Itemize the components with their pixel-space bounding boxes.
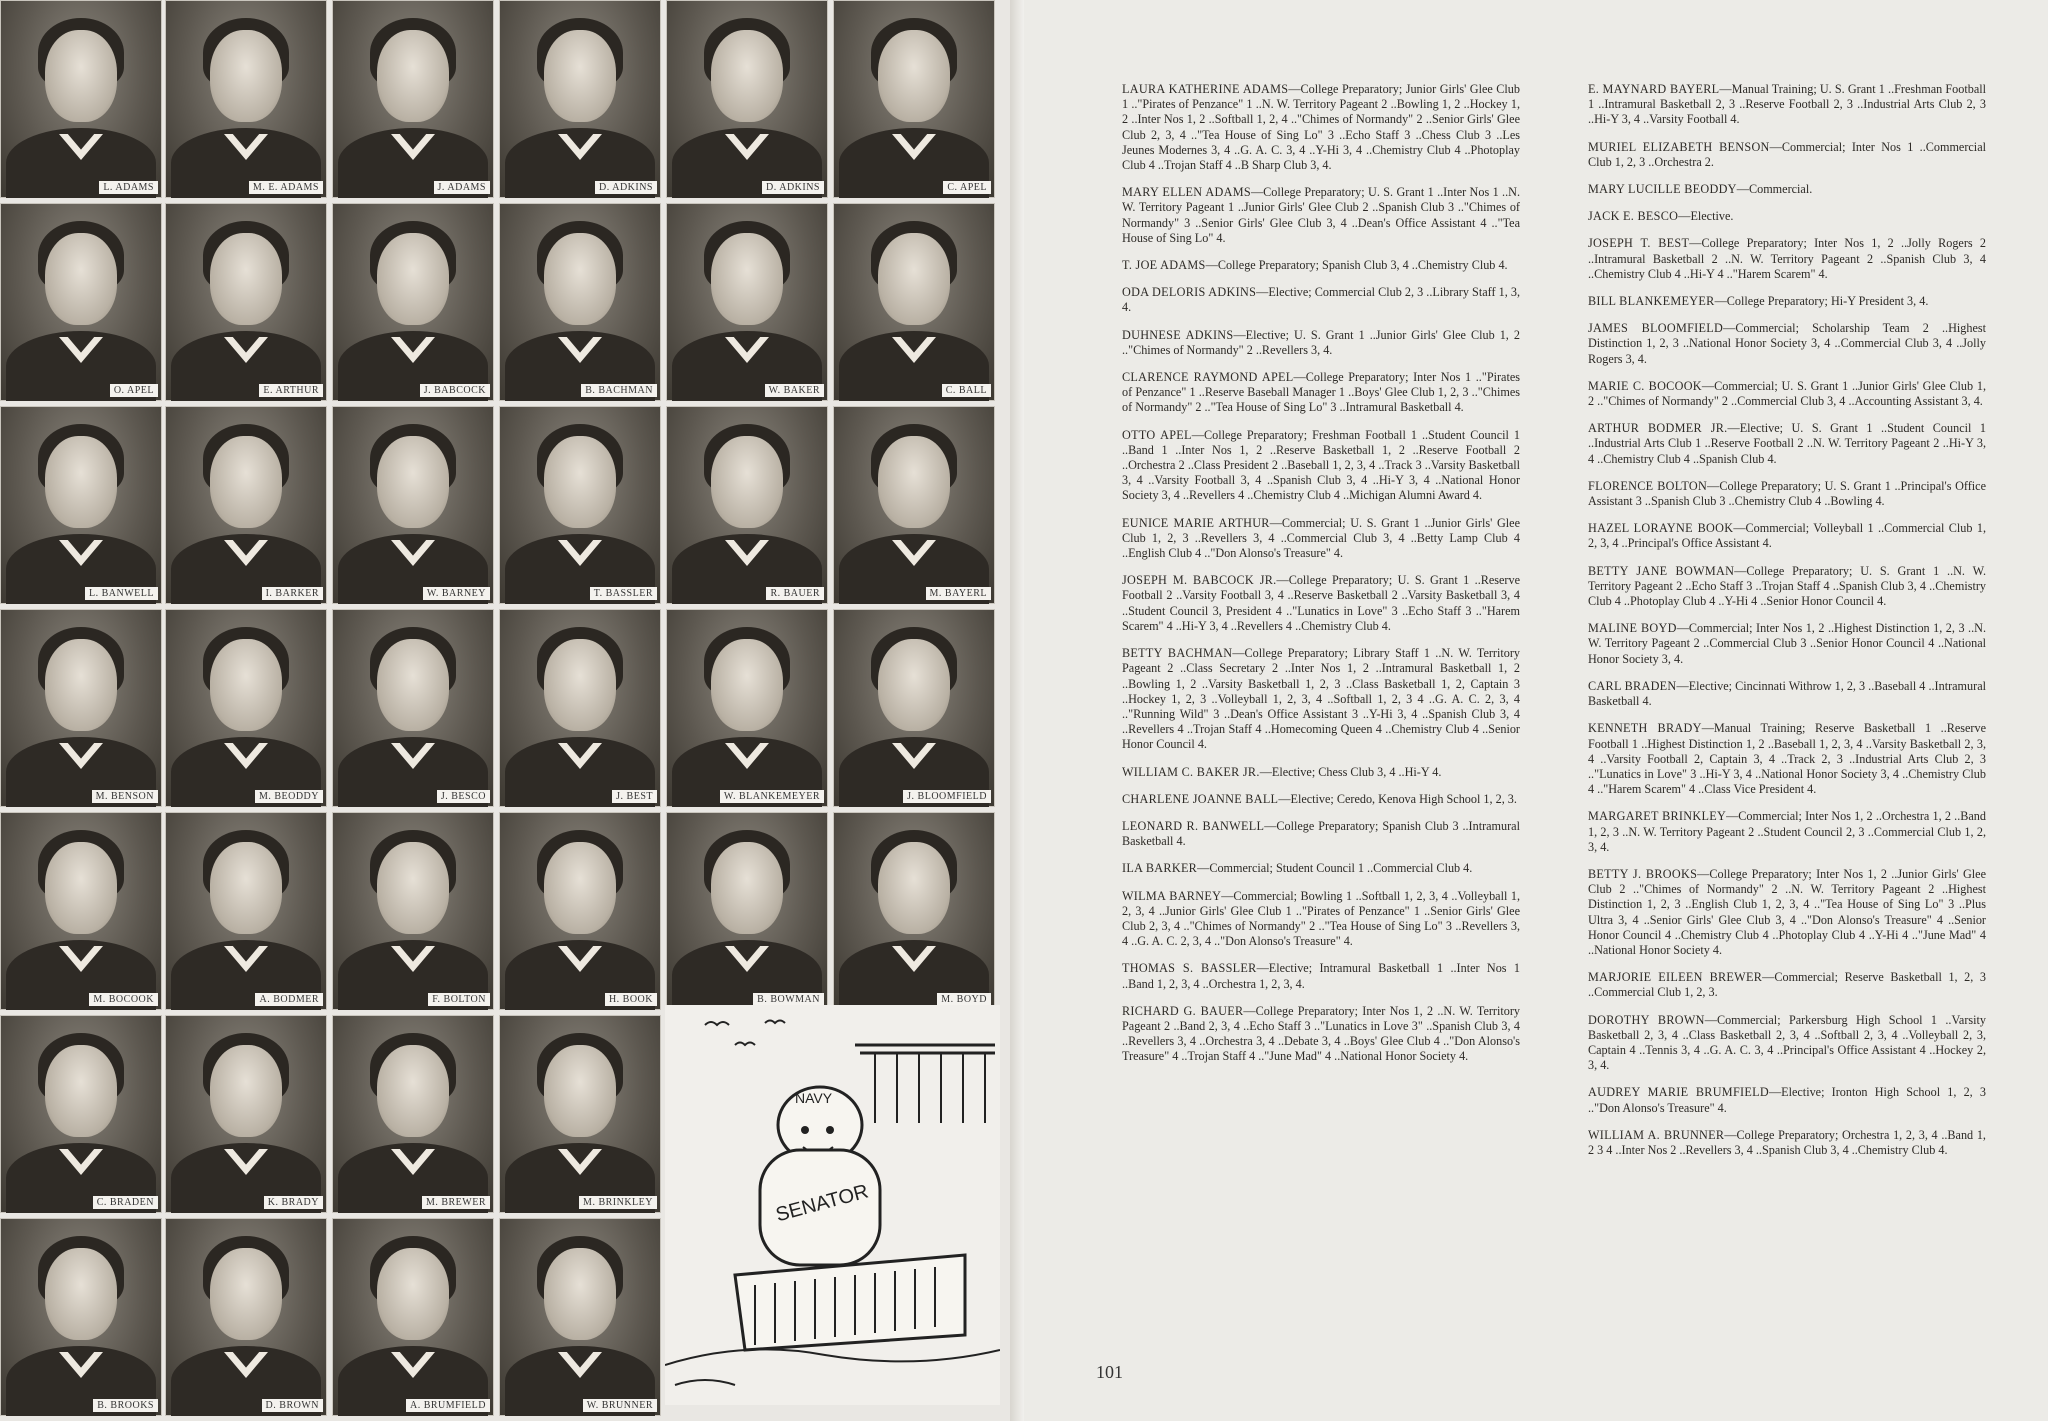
portrait-caption: J. BLOOMFIELD: [903, 790, 991, 803]
portrait-caption: C. BALL: [942, 384, 991, 397]
portrait-face: [377, 842, 449, 934]
student-portrait: [666, 203, 828, 401]
biography-entry: [1588, 1128, 1986, 1158]
student-activities: —Commercial; U. S. Grant 1 ..Junior Girls' Glee Club 1, 2, 3 ..Revellers 3, 4 ..Commercial Club 3, 4 ..Betty Lamp Club 4 ..English Club 4 .."Don Alonso's Treasure" 4.: [1122, 515, 1520, 561]
biography-entry: [1588, 809, 1986, 855]
student-name: ODA DELORIS ADKINS: [1122, 285, 1257, 300]
portrait-face: [544, 233, 616, 325]
biography-entry: [1588, 379, 1986, 409]
student-name: MALINE BOYD: [1588, 621, 1677, 636]
biography-entry: [1122, 258, 1520, 273]
portrait-face: [544, 1248, 616, 1340]
biography-entry: [1588, 82, 1986, 128]
portrait-caption: M. BOCOOK: [89, 993, 158, 1006]
student-activities: —Commercial.: [1736, 182, 1813, 197]
student-portrait: [165, 0, 327, 198]
student-portrait: [332, 1015, 494, 1213]
biography-entry: [1588, 621, 1986, 667]
portrait-caption: H. BOOK: [605, 993, 657, 1006]
student-name: DUHNESE ADKINS: [1122, 327, 1234, 342]
student-activities: —Commercial; Inter Nos 1 ..Commercial Club 1, 2, 3 ..Orchestra 2.: [1588, 139, 1986, 169]
portrait-caption: K. BRADY: [264, 1196, 323, 1209]
portrait-face: [210, 30, 282, 122]
student-activities: —College Preparatory; U. S. Grant 1 ..Inter Nos 1 ..N. W. Territory Pageant 1 ..Junior Girls' Glee Club 2 ..Spanish Club 3 .."Chimes of Normandy" 3 ..Senior Girls' Glee Club 3, 4 ..Dean's Office Assistant 4 .."Tea House of Sing Lo" 4.: [1122, 185, 1520, 245]
student-portrait: [0, 812, 162, 1010]
student-activities: —Commercial; Inter Nos 1, 2 ..Highest Distinction 1, 2, 3 ..N. W. Territory Pageant 2 ..Commercial Club 3 ..Senior Honor Council 4 ..National Honor Society 3, 4.: [1588, 621, 1986, 666]
biography-column-left: [1122, 82, 1520, 1077]
student-portrait: [332, 203, 494, 401]
student-portrait: [165, 812, 327, 1010]
student-name: MARJORIE EILEEN BREWER: [1588, 970, 1763, 985]
student-activities: —Manual Training; U. S. Grant 1 ..Freshman Football 1 ..Intramural Basketball 2, 3 ..Reserve Football 2, 3 ..Industrial Arts Club 2, 3 ..Hi-Y 3, 4 ..Varsity Football 4.: [1588, 82, 1987, 127]
student-name: LEONARD R. BANWELL: [1122, 818, 1265, 833]
portrait-face: [377, 639, 449, 731]
student-portrait: [666, 812, 828, 1010]
student-name: JACK E. BESCO: [1588, 209, 1679, 224]
body-text: SENATOR: [773, 1180, 871, 1227]
student-name: E. MAYNARD BAYERL: [1588, 82, 1720, 96]
student-name: JOSEPH T. BEST: [1588, 236, 1690, 251]
student-name: EUNICE MARIE ARTHUR: [1122, 515, 1270, 530]
student-activities: —Elective; U. S. Grant 1 ..Student Council 1 ..Industrial Arts Club 1 ..Reserve Football 2 ..N. W. Territory Pageant 2 ..Hi-Y 3, 4 ..Chemistry Club 4 ..Spanish Club 4.: [1588, 421, 1986, 466]
student-activities: —College Preparatory; Inter Nos 1, 2 ..Jolly Rogers 2 ..Intramural Basketball 2 ..N. W. Territory Pageant 2 ..Spanish Club 3, 4 ..Chemistry Club 4 ..Hi-Y 4 .."Harem Scarem" 4.: [1588, 236, 1986, 281]
portrait-face: [878, 233, 950, 325]
student-activities: —Elective; Commercial Club 2, 3 ..Library Staff 1, 3, 4.: [1122, 285, 1520, 315]
biography-entry: [1122, 792, 1520, 807]
student-activities: —Elective; U. S. Grant 1 ..Junior Girls' Glee Club 1, 2 .."Chimes of Normandy" 2 ..Revellers 3, 4.: [1122, 327, 1520, 357]
student-name: T. JOE ADAMS: [1122, 258, 1206, 273]
student-name: CARL BRADEN: [1588, 678, 1677, 693]
student-name: FLORENCE BOLTON: [1588, 478, 1708, 493]
student-activities: —Commercial; Volleyball 1 ..Commercial Club 1, 2, 3, 4 ..Principal's Office Assistant 4.: [1588, 521, 1986, 551]
student-activities: —College Preparatory; Orchestra 1, 2, 3, 4 ..Band 1, 2 3 4 ..Inter Nos 2 ..Revellers 3, 4 ..Spanish Club 3, 4 ..Chemistry Club 4.: [1588, 1127, 1986, 1157]
portrait-face: [711, 842, 783, 934]
portrait-face: [45, 1045, 117, 1137]
portrait-caption: T. BASSLER: [590, 587, 657, 600]
portrait-caption: M. BRINKLEY: [579, 1196, 657, 1209]
portrait-face: [210, 1045, 282, 1137]
student-portrait: [0, 406, 162, 604]
portrait-caption: R. BAUER: [766, 587, 824, 600]
portrait-caption: M. E. ADAMS: [249, 181, 323, 194]
portrait-caption: I. BARKER: [262, 587, 323, 600]
student-portrait: [0, 203, 162, 401]
student-activities: —Elective; Chess Club 3, 4 ..Hi-Y 4.: [1259, 764, 1442, 779]
student-activities: —Elective; Ironton High School 1, 2, 3 .."Don Alonso's Treasure" 4.: [1588, 1085, 1986, 1115]
portrait-caption: D. ADKINS: [595, 181, 657, 194]
student-portrait: [666, 0, 828, 198]
biography-entry: [1588, 209, 1986, 224]
portrait-face: [45, 639, 117, 731]
student-name: MARGARET BRINKLEY: [1588, 809, 1727, 824]
portrait-face: [878, 436, 950, 528]
portrait-face: [377, 30, 449, 122]
student-activities: —Commercial; Bowling 1 ..Softball 1, 2, 3, 4 ..Volleyball 1, 2, 3, 4 ..Junior Girls' Glee Club 1 .."Pirates of Penzance" 1 ..Senior Girls' Glee Club 2, 3, 4 .."Chimes of Normandy" 2 .."Tea House of Sing Lo" 3 ..Revellers 3, 4 ..G. A. C. 2, 3, 4 .."Don Alonso's Treasure" 4.: [1122, 888, 1521, 949]
biography-entry: [1588, 1013, 1986, 1074]
student-name: BETTY BACHMAN: [1122, 646, 1233, 661]
student-portrait: [499, 406, 661, 604]
student-activities: —Commercial; Reserve Basketball 1, 2, 3 ..Commercial Club 1, 2, 3.: [1588, 970, 1987, 1000]
student-portrait: [833, 406, 995, 604]
biography-entry: [1588, 236, 1986, 282]
portrait-face: [878, 639, 950, 731]
student-name: MARIE C. BOCOOK: [1588, 378, 1702, 393]
portrait-caption: J. BESCO: [437, 790, 490, 803]
portrait-caption: M. BEODDY: [255, 790, 323, 803]
portrait-face: [711, 30, 783, 122]
student-activities: —College Preparatory; Spanish Club 3 ..Intramural Basketball 4.: [1122, 818, 1520, 849]
student-portrait: [332, 812, 494, 1010]
biography-entry: [1588, 421, 1986, 467]
biography-entry: [1588, 1085, 1986, 1115]
student-name: MARY LUCILLE BEODDY: [1588, 182, 1737, 197]
portrait-face: [878, 842, 950, 934]
portrait-caption: L. BANWELL: [85, 587, 158, 600]
portrait-face: [210, 436, 282, 528]
student-portrait: [0, 0, 162, 198]
biography-entry: [1588, 140, 1986, 170]
portrait-caption: M. BOYD: [937, 993, 991, 1006]
student-name: JAMES BLOOMFIELD: [1588, 321, 1724, 336]
portrait-caption: B. BACHMAN: [581, 384, 657, 397]
student-name: DOROTHY BROWN: [1588, 1012, 1705, 1027]
portrait-face: [210, 639, 282, 731]
portrait-face: [544, 842, 616, 934]
portrait-face: [544, 1045, 616, 1137]
student-name: AUDREY MARIE BRUMFIELD: [1588, 1085, 1769, 1100]
portrait-caption: W. BARNEY: [423, 587, 490, 600]
portrait-caption: C. APEL: [943, 181, 991, 194]
student-portrait: [0, 1218, 162, 1416]
student-name: WILMA BARNEY: [1122, 888, 1222, 903]
student-name: RICHARD G. BAUER: [1122, 1003, 1244, 1018]
student-activities: —Manual Training; Reserve Basketball 1 ..Reserve Football 1 ..Highest Distinction 1, 2 ..Baseball 1, 2, 3, 4 ..Varsity Basketball 2, 3, 4 ..Varsity Football 2, Captain 3, 4 ..Track 2, 3 ..Industrial Arts Club 2, 3 .."Lunatics in Love" 3 ..Hi-Y 3, 4 ..National Honor Society 3, 4 ..Chemistry Club 4 .."Harem Scarem" 4 ..Class Vice President 4.: [1588, 721, 1986, 797]
student-portrait: [332, 1218, 494, 1416]
biography-entry: [1588, 867, 1986, 958]
portrait-caption: B. BROOKS: [93, 1399, 158, 1412]
biography-entry: [1122, 285, 1520, 315]
portrait-caption: J. ADAMS: [434, 181, 490, 194]
biography-entry: [1588, 182, 1986, 197]
student-portrait: [332, 0, 494, 198]
cartoon-drawing: [665, 1005, 1000, 1405]
student-portrait: [666, 406, 828, 604]
student-name: WILLIAM C. BAKER JR.: [1122, 764, 1260, 779]
portrait-face: [711, 233, 783, 325]
student-activities: —Commercial; Student Council 1 ..Commercial Club 4.: [1197, 861, 1473, 876]
student-activities: —College Preparatory; U. S. Grant 1 ..N. W. Territory Pageant 2 ..Echo Staff 3 ..Trojan Staff 4 ..Spanish Club 3, 4 ..Chemistry Club 4 ..Photoplay Club 4 ..Y-Hi 4 ..Senior Honor Council 4.: [1588, 563, 1987, 609]
student-portrait: [0, 1015, 162, 1213]
biography-entry: [1122, 861, 1520, 876]
student-portrait: [499, 1218, 661, 1416]
portrait-caption: W. BAKER: [765, 384, 824, 397]
page-number: 101: [1096, 1362, 1123, 1382]
biography-column-right: [1588, 82, 1986, 1170]
portrait-caption: D. ADKINS: [762, 181, 824, 194]
biography-entry: [1122, 328, 1520, 358]
student-name: BETTY JANE BOWMAN: [1588, 563, 1735, 578]
student-portrait: [165, 609, 327, 807]
student-portrait: [833, 609, 995, 807]
portrait-face: [45, 842, 117, 934]
portrait-face: [711, 639, 783, 731]
portrait-face: [377, 233, 449, 325]
student-portrait: [165, 406, 327, 604]
student-portrait: [332, 406, 494, 604]
biography-entry: [1122, 961, 1520, 991]
student-portrait: [0, 609, 162, 807]
student-portrait: [833, 812, 995, 1010]
portrait-face: [377, 436, 449, 528]
biography-entry: [1588, 721, 1986, 797]
student-portrait: [499, 1015, 661, 1213]
student-portrait: [499, 203, 661, 401]
biography-entry: [1122, 646, 1520, 752]
portrait-face: [210, 842, 282, 934]
student-activities: —College Preparatory; Library Staff 1 ..N. W. Territory Pageant 2 ..Class Secretary 2 ..Inter Nos 1, 2 ..Intramural Basketball 1, 2 ..Bowling 1, 2 ..Varsity Basketball 1, 2, 3 ..Class Basketball 1, 2, Captain 3 ..Hockey 1, 2, 3 ..Volleyball 1, 2, 3, 4 ..Softball 1, 2, 3 4 ..G. A. C. 2, 3, 4 .."Running Wild" 3 ..Dean's Office Assistant 3 ..Y-Hi 3, 4 ..Spanish Club 3, 4 ..Revellers 4 ..Trojan Staff 4 ..Homecoming Queen 4 ..Chemistry Club 4 ..Senior Honor Council 4.: [1122, 646, 1520, 752]
biography-entry: [1122, 573, 1520, 634]
biography-entry: [1588, 521, 1986, 551]
student-portrait: [165, 203, 327, 401]
biography-entry: [1588, 564, 1986, 610]
portrait-caption: J. BEST: [612, 790, 657, 803]
senator-cartoon: [665, 1005, 1000, 1405]
portrait-caption: A. BRUMFIELD: [406, 1399, 490, 1412]
portrait-face: [544, 639, 616, 731]
portrait-caption: E. ARTHUR: [259, 384, 323, 397]
portrait-face: [210, 233, 282, 325]
portrait-face: [878, 30, 950, 122]
student-portrait: [165, 1218, 327, 1416]
student-activities: —College Preparatory; Inter Nos 1, 2 ..Junior Girls' Glee Club 2 .."Chimes of Normandy" 2 ..N. W. Territory Pageant 2 ..Highest Distinction 1, 2, 3 ..English Club 1, 2, 3, 4 .."Tea House of Sing Lo" 3 ..Plus Ultra 3, 4 ..Senior Girls' Glee Club 3, 4 .."Don Alonso's Treasure" 4 ..Senior Honor Council 4 ..Chemistry Club 4 ..Photoplay Club 4 ..Y-Hi 4 .."June Mad" 4 ..National Honor Society 4.: [1588, 866, 1986, 957]
student-portrait: [332, 609, 494, 807]
student-name: LAURA KATHERINE ADAMS: [1122, 82, 1289, 96]
portrait-caption: W. BRUNNER: [583, 1399, 657, 1412]
biography-entry: [1588, 970, 1986, 1000]
biography-entry: [1122, 185, 1520, 246]
student-name: BILL BLANKEMEYER: [1588, 294, 1715, 309]
biography-entry: [1122, 428, 1520, 504]
portrait-caption: A. BODMER: [255, 993, 323, 1006]
student-name: JOSEPH M. BABCOCK JR.: [1122, 573, 1277, 588]
student-name: MURIEL ELIZABETH BENSON: [1588, 139, 1770, 154]
biography-entry: [1122, 765, 1520, 780]
portrait-caption: C. BRADEN: [93, 1196, 158, 1209]
portrait-face: [210, 1248, 282, 1340]
biography-entry: [1122, 1004, 1520, 1065]
portrait-caption: J. BABCOCK: [420, 384, 490, 397]
student-name: ARTHUR BODMER JR.: [1588, 421, 1728, 436]
student-portrait: [499, 609, 661, 807]
hat-text: NAVY: [795, 1090, 833, 1106]
portrait-face: [45, 436, 117, 528]
portrait-face: [377, 1248, 449, 1340]
biography-entry: [1588, 679, 1986, 709]
student-activities: —Commercial; U. S. Grant 1 ..Junior Girls' Glee Club 1, 2 .."Chimes of Normandy" 2 ..Commercial Club 3, 4 ..Accounting Assistant 3, 4.: [1588, 378, 1986, 409]
biography-entry: [1122, 516, 1520, 562]
portrait-caption: L. ADAMS: [99, 181, 158, 194]
portrait-caption: M. BREWER: [422, 1196, 490, 1209]
portrait-face: [45, 233, 117, 325]
student-activities: —College Preparatory; Inter Nos 1, 2 ..N. W. Territory Pageant 2 ..Band 2, 3, 4 ..Echo Staff 3 .."Lunatics in Love 3" ..Spanish Club 3, 4 ..Revellers 3, 4 ..Orchestra 3, 4 ..Debate 3, 4 ..Boys' Glee Club 4 .."Don Alonso's Treasure" 4 ..Trojan Staff 4 .."June Mad" 4 ..National Honor Society 4.: [1122, 1003, 1520, 1064]
portrait-face: [544, 30, 616, 122]
student-activities: —Elective; Cincinnati Withrow 1, 2, 3 ..Baseball 4 ..Intramural Basketball 4.: [1588, 678, 1986, 709]
student-activities: —Elective; Ceredo, Kenova High School 1, 2, 3.: [1278, 791, 1517, 806]
student-name: CLARENCE RAYMOND APEL: [1122, 370, 1294, 385]
student-name: WILLIAM A. BRUNNER: [1588, 1127, 1725, 1142]
student-activities: —Elective.: [1678, 209, 1734, 224]
student-activities: —College Preparatory; Spanish Club 3, 4 ..Chemistry Club 4.: [1205, 258, 1508, 273]
student-activities: —College Preparatory; Inter Nos 1 .."Pirates of Penzance" 1 ..Reserve Baseball Manager 1 ..Boys' Glee Club 1, 2, 3 .."Chimes of Normandy" 2 .."Tea House of Sing Lo" 3 ..Intramural Basketball 4.: [1122, 370, 1520, 415]
portrait-caption: O. APEL: [110, 384, 158, 397]
portrait-face: [711, 436, 783, 528]
student-portrait: [499, 0, 661, 198]
student-activities: —College Preparatory; Freshman Football 1 ..Student Council 1 ..Band 1 ..Inter Nos 1, 2 ..Reserve Basketball 1, 2 ..Reserve Football 2 ..Orchestra 2 ..Class President 2 ..Baseball 1, 2, 3, 4 ..Track 3 ..Varsity Basketball 3, 4 ..Varsity Football 3, 4 ..Spanish Club 3, 4 ..Hi-Y 3, 4 ..National Honor Society 3, 4 ..Revellers 4 ..Chemistry Club 4 ..Michigan Alumni Award 4.: [1122, 427, 1520, 503]
student-name: CHARLENE JOANNE BALL: [1122, 791, 1279, 806]
student-activities: —Commercial; Scholarship Team 2 ..Highest Distinction 1, 2, 3 ..National Honor Society 3, 4 ..Commercial Club 3, 4 ..Jolly Rogers 3, 4.: [1588, 321, 1986, 366]
student-portrait: [666, 609, 828, 807]
student-activities: —College Preparatory; Junior Girls' Glee Club 1 .."Pirates of Penzance" 1 ..N. W. Territory Pageant 2 ..Bowling 1, 2 ..Hockey 1, 2 ..Inter Nos 1, 2 ..Softball 1, 2, 4 .."Chimes of Normandy" 2 ..Senior Girls' Glee Club 2, 3, 4 .."Tea House of Sing Lo" 3 ..Echo Staff 3 ..Chess Club 3 ..Les Jeunes Modernes 3, 4 ..G. A. C. 3, 4 ..Y-Hi 3, 4 ..Chemistry Club 4 ..Photoplay Club 4 ..Trojan Staff 4 ..B Sharp Club 3, 4.: [1122, 82, 1520, 173]
portrait-face: [45, 1248, 117, 1340]
biography-entry: [1588, 321, 1986, 367]
student-portrait: [499, 812, 661, 1010]
biography-entry: [1588, 479, 1986, 509]
student-name: HAZEL LORAYNE BOOK: [1588, 521, 1734, 536]
portrait-caption: M. BAYERL: [926, 587, 991, 600]
student-activities: —Commercial; Inter Nos 1, 2 ..Orchestra 1, 2 ..Band 1, 2, 3 ..N. W. Territory Pageant 2 ..Student Council 2, 3 ..Commercial Club 1, 2, 3, 4.: [1588, 809, 1986, 854]
biography-entry: [1588, 294, 1986, 309]
student-name: KENNETH BRADY: [1588, 721, 1702, 736]
student-activities: —College Preparatory; Hi-Y President 3, 4.: [1714, 294, 1929, 309]
portrait-caption: M. BENSON: [92, 790, 158, 803]
student-portrait: [833, 203, 995, 401]
biography-entry: [1122, 819, 1520, 849]
portrait-face: [45, 30, 117, 122]
biography-entry: [1122, 370, 1520, 416]
biography-entry: [1122, 82, 1520, 173]
portrait-caption: B. BOWMAN: [753, 993, 824, 1006]
portrait-face: [377, 1045, 449, 1137]
student-activities: —Elective; Intramural Basketball 1 ..Inter Nos 1 ..Band 1, 2, 3, 4 ..Orchestra 1, 2, 3, 4.: [1122, 961, 1520, 991]
biography-entry: [1122, 889, 1520, 950]
student-activities: —College Preparatory; U. S. Grant 1 ..Principal's Office Assistant 3 ..Spanish Club 3 ..Chemistry Club 4 ..Bowling 4.: [1588, 478, 1986, 509]
student-name: ILA BARKER: [1122, 861, 1198, 876]
portrait-face: [544, 436, 616, 528]
student-name: MARY ELLEN ADAMS: [1122, 185, 1251, 200]
student-name: THOMAS S. BASSLER: [1122, 961, 1257, 976]
student-activities: —Commercial; Parkersburg High School 1 ..Varsity Basketball 2, 3, 4 ..Class Basketball 2, 3, 4 ..Softball 2, 3, 4 ..Volleyball 2, 3, Captain 4 ..Tennis 3, 4 ..G. A. C. 3, 4 ..Principal's Office Assistant 4 ..Hockey 2, 3, 4.: [1588, 1012, 1986, 1073]
portrait-caption: F. BOLTON: [428, 993, 490, 1006]
student-activities: —College Preparatory; U. S. Grant 1 ..Reserve Football 2 ..Varsity Football 3, 4 ..Reserve Basketball 2 ..Varsity Basketball 3, 4 ..Student Council 3, President 4 .."Lunatics in Love" 3 ..Echo Staff 3 .."Harem Scarem" 4 ..Hi-Y 3, 4 ..Revellers 4 ..Chemistry Club 4.: [1122, 573, 1520, 633]
student-name: BETTY J. BROOKS: [1588, 866, 1698, 881]
student-portrait: [833, 0, 995, 198]
student-portrait: [165, 1015, 327, 1213]
portrait-caption: W. BLANKEMEYER: [720, 790, 824, 803]
student-name: OTTO APEL: [1122, 427, 1192, 442]
portrait-caption: D. BROWN: [262, 1399, 323, 1412]
